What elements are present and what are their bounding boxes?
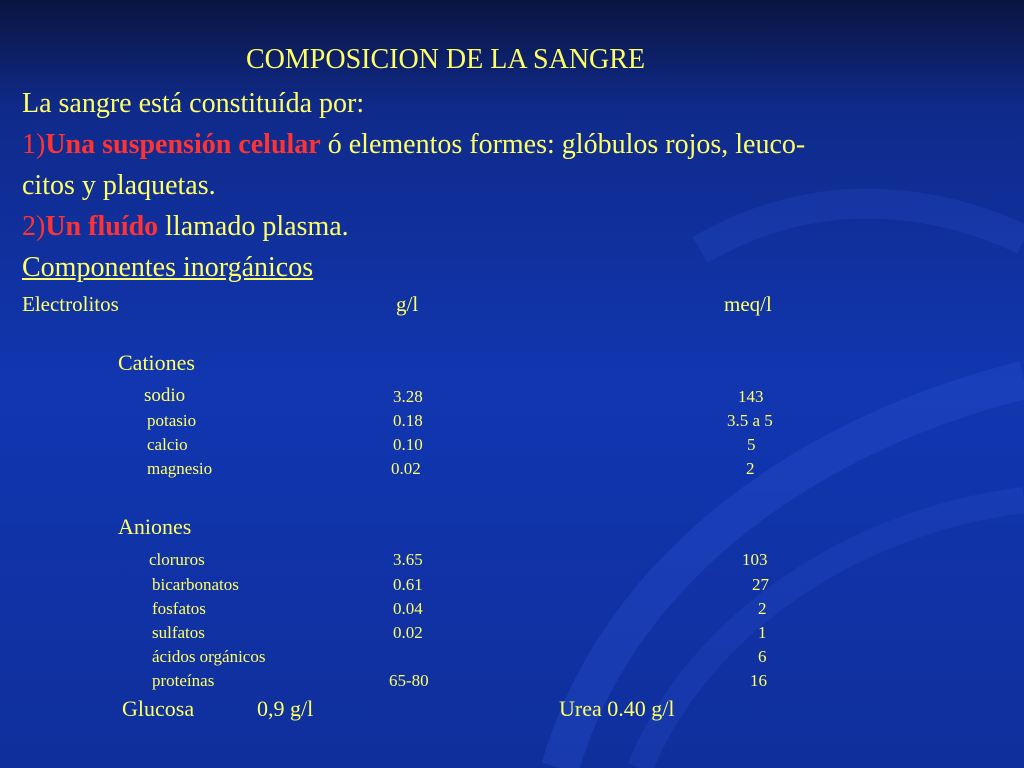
item-2-rest: llamado plasma.: [158, 211, 349, 242]
anion-gl: 0.02: [393, 623, 423, 642]
cationes-title: Cationes: [118, 350, 195, 375]
item-1-rest: ó elementos formes: glóbulos rojos, leuco-: [320, 129, 806, 160]
header-meql: meq/l: [724, 292, 772, 316]
item-2: [22, 213, 349, 241]
urea-text: Urea 0.40 g/l: [559, 696, 675, 721]
cation-gl: 0.02: [391, 459, 421, 478]
item-2-emphasis: Un fluído: [45, 211, 159, 242]
anion-gl: 0.61: [393, 575, 423, 594]
aniones-title: Aniones: [118, 514, 192, 539]
item-2-number: 2): [22, 211, 46, 242]
anion-name: fosfatos: [152, 599, 206, 618]
anion-meql: 2: [758, 599, 767, 618]
intro-text: La sangre está constituída por:: [22, 88, 365, 119]
anion-name: bicarbonatos: [152, 575, 239, 594]
item-1-number: 1): [22, 129, 46, 160]
cation-name: sodio: [144, 385, 186, 406]
cation-name: calcio: [147, 435, 188, 454]
cation-gl: 0.18: [393, 411, 423, 430]
anion-meql: 16: [750, 671, 767, 690]
item-1-emphasis: Una suspensión celular: [45, 129, 321, 160]
anion-gl: 3.65: [393, 550, 423, 569]
glucosa-value: 0,9 g/l: [257, 696, 314, 721]
item-1-line-1: [22, 131, 805, 159]
anion-name: proteínas: [152, 671, 215, 690]
cation-meql: 3.5 a 5: [727, 411, 773, 430]
anion-name: ácidos orgánicos: [152, 647, 266, 666]
cation-meql: 5: [747, 435, 756, 454]
cation-meql: 143: [738, 387, 764, 406]
anion-meql: 6: [758, 647, 767, 666]
anion-name: cloruros: [149, 550, 205, 569]
cation-meql: 2: [746, 459, 755, 478]
header-gl: g/l: [396, 292, 419, 316]
anion-name: sulfatos: [152, 623, 205, 642]
anion-gl: 0.04: [393, 599, 423, 618]
cation-gl: 0.10: [393, 435, 423, 454]
cation-name: magnesio: [147, 459, 213, 478]
anion-meql: 1: [758, 623, 767, 642]
header-electrolitos: Electrolitos: [22, 292, 119, 316]
glucosa-label: Glucosa: [122, 696, 195, 721]
cation-gl: 3.28: [393, 387, 423, 406]
section-heading: Componentes inorgánicos: [22, 252, 314, 283]
anion-gl: 65-80: [389, 671, 429, 690]
anion-meql: 27: [752, 575, 769, 594]
slide-title: COMPOSICION DE LA SANGRE: [246, 44, 646, 75]
cation-name: potasio: [147, 411, 197, 430]
item-1-line-2: citos y plaquetas.: [22, 170, 216, 201]
anion-meql: 103: [742, 550, 768, 569]
